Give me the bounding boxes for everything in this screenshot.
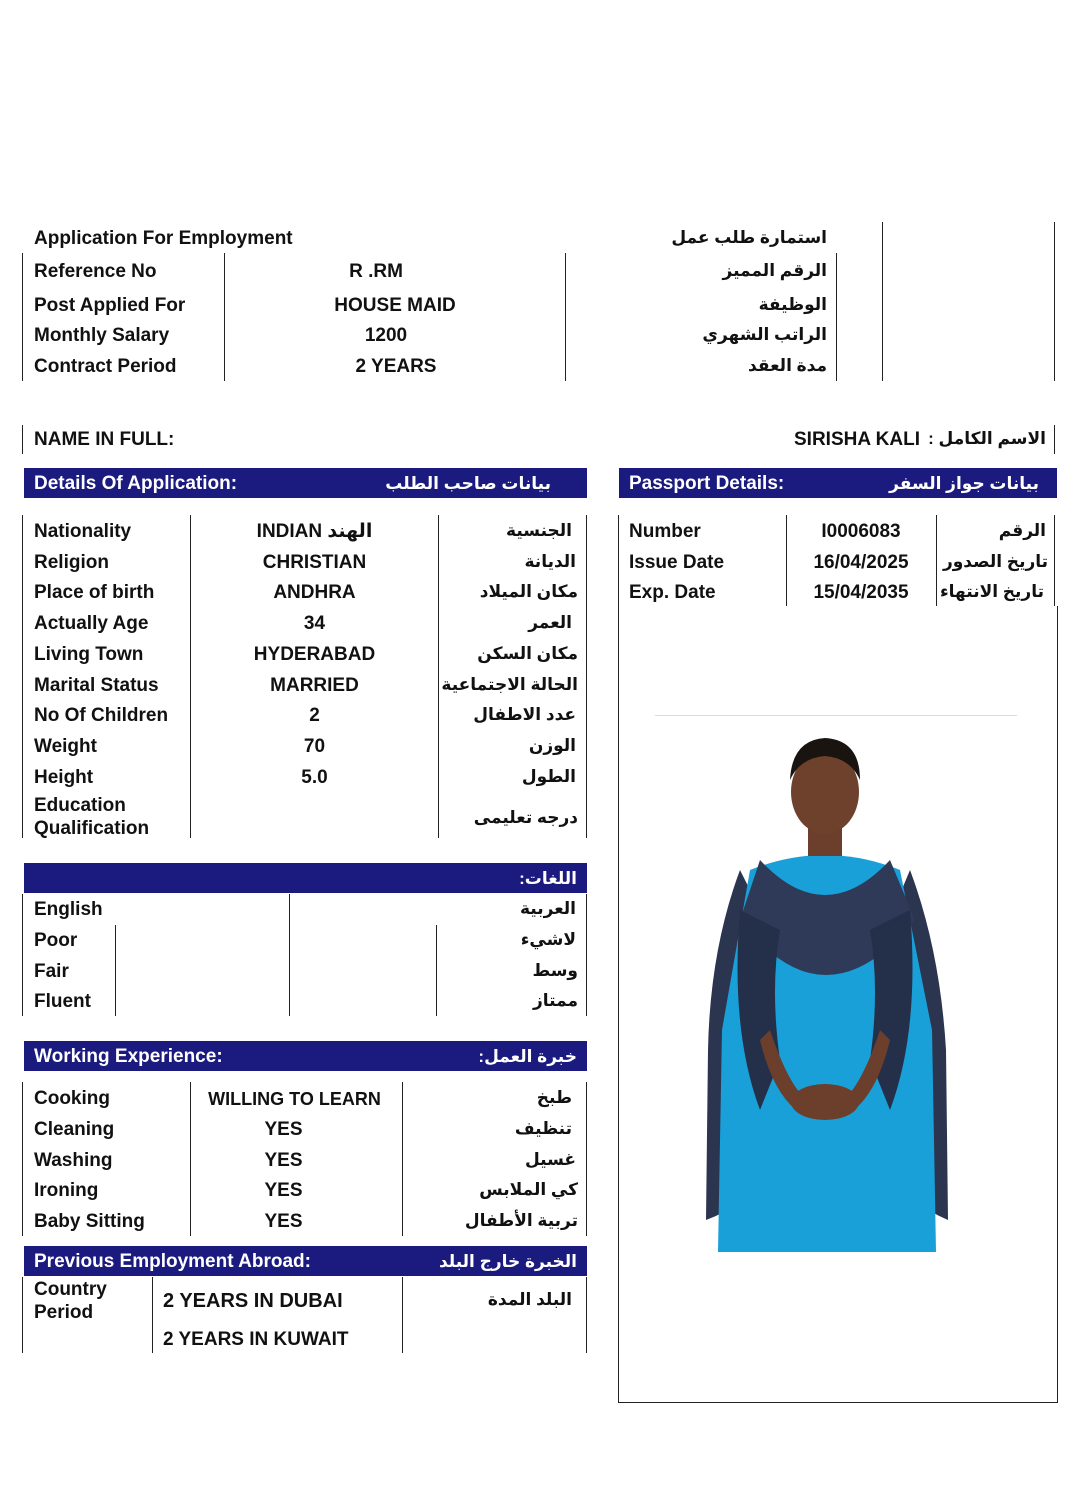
previous-title-ar: الخبرة خارج البلد xyxy=(438,1252,577,1271)
town-value: HYDERABAD xyxy=(253,644,376,665)
divider xyxy=(1054,515,1055,606)
experience-title: Working Experience: xyxy=(34,1046,223,1067)
babysitting-value: YES xyxy=(264,1211,303,1232)
height-label-ar: الطول xyxy=(521,767,576,786)
washing-label-ar: غسيل xyxy=(524,1150,576,1169)
cleaning-value: YES xyxy=(264,1119,303,1140)
divider xyxy=(22,425,23,454)
experience-header-bar xyxy=(24,1041,587,1071)
divider xyxy=(565,253,566,381)
languages-title-ar: اللغات: xyxy=(519,869,577,888)
divider xyxy=(115,925,116,1016)
divider xyxy=(402,1082,403,1236)
divider xyxy=(655,715,1017,716)
passport-number-label: Number xyxy=(629,521,701,542)
cleaning-label-ar: تنظيف xyxy=(514,1119,572,1138)
height-label: Height xyxy=(34,767,94,788)
level-fair-label: Fair xyxy=(34,961,69,982)
exp-date-label: Exp. Date xyxy=(629,582,716,603)
country-period-label-ar: البلد المدة xyxy=(487,1290,572,1309)
ironing-value: YES xyxy=(264,1180,303,1201)
ironing-label-ar: كي الملابس xyxy=(479,1180,578,1199)
passport-header-bar xyxy=(619,468,1057,498)
marital-label-ar: الحالة الاجتماعية xyxy=(441,675,578,694)
nationality-label: Nationality xyxy=(34,521,132,542)
town-label-ar: مكان السكن xyxy=(477,644,578,663)
marital-value: MARRIED xyxy=(270,675,359,696)
country-label: Country xyxy=(34,1279,107,1300)
birthplace-value: ANDHRA xyxy=(273,582,356,603)
divider xyxy=(402,1277,403,1353)
education-label-ar: درجه تعليمى xyxy=(473,808,578,827)
religion-value: CHRISTIAN xyxy=(262,552,367,573)
exp-date-label-ar: تاريخ الانتهاء xyxy=(939,582,1044,601)
salary-value: 1200 xyxy=(364,325,408,346)
divider xyxy=(1054,222,1055,381)
level-fair-label-ar: وسط xyxy=(532,961,578,980)
previous-title: Previous Employment Abroad: xyxy=(34,1251,311,1272)
divider xyxy=(22,894,23,1016)
issue-date-label-ar: تاريخ الصدور xyxy=(942,552,1048,571)
name-label: NAME IN FULL: xyxy=(34,429,175,450)
divider xyxy=(586,1082,587,1236)
previous-value-2: 2 YEARS IN KUWAIT xyxy=(163,1329,349,1350)
experience-title-ar: خبرة العمل: xyxy=(478,1047,577,1066)
salary-label-ar: الراتب الشهري xyxy=(702,325,827,344)
babysitting-label: Baby Sitting xyxy=(34,1211,145,1232)
divider xyxy=(22,515,23,838)
name-label-ar: الاسم الكامل : xyxy=(928,429,1046,448)
divider xyxy=(22,253,23,381)
height-value: 5.0 xyxy=(301,767,328,788)
cooking-label-ar: طبخ xyxy=(536,1088,572,1107)
age-label: Actually Age xyxy=(34,613,149,634)
exp-date-value: 15/04/2035 xyxy=(813,582,909,603)
previous-header-bar xyxy=(24,1246,587,1276)
divider xyxy=(22,1082,23,1236)
babysitting-label-ar: تربية الأطفال xyxy=(464,1211,578,1230)
divider xyxy=(936,515,937,606)
washing-value: YES xyxy=(264,1150,303,1171)
reference-value: R .RM xyxy=(349,261,403,282)
weight-label: Weight xyxy=(34,736,97,757)
english-label: English xyxy=(34,899,103,920)
level-poor-label: Poor xyxy=(34,930,78,951)
details-header-bar xyxy=(24,468,587,498)
title-ar: استمارة طلب عمل xyxy=(671,228,827,247)
divider xyxy=(1054,425,1055,454)
divider xyxy=(882,222,883,381)
divider xyxy=(224,253,225,381)
education-label-2: Qualification xyxy=(34,818,150,839)
contract-label-ar: مدة العقد xyxy=(748,356,827,375)
details-title-ar: بيانات صاحب الطلب xyxy=(385,474,551,493)
divider xyxy=(836,253,837,381)
passport-number-value: I0006083 xyxy=(821,521,901,542)
divider xyxy=(436,925,437,1016)
cooking-label: Cooking xyxy=(34,1088,110,1109)
passport-title-ar: بيانات جواز السفر xyxy=(889,474,1039,493)
birthplace-label: Place of birth xyxy=(34,582,155,603)
issue-date-label: Issue Date xyxy=(629,552,725,573)
marital-label: Marital Status xyxy=(34,675,159,696)
post-label-ar: الوظيفة xyxy=(758,295,827,314)
nationality-value: INDIAN الهند xyxy=(256,521,373,542)
reference-label-ar: الرقم المميز xyxy=(722,261,827,280)
divider xyxy=(22,1277,23,1353)
post-label: Post Applied For xyxy=(34,295,186,316)
cooking-value: WILLING TO LEARN xyxy=(208,1089,381,1109)
age-value: 34 xyxy=(303,613,326,634)
divider xyxy=(586,515,587,838)
weight-value: 70 xyxy=(303,736,326,757)
divider xyxy=(618,515,619,606)
level-fluent-label-ar: ممتاز xyxy=(532,991,578,1010)
arabic-label-ar: العربية xyxy=(519,899,576,918)
divider xyxy=(152,1277,153,1353)
divider xyxy=(289,894,290,1016)
applicant-photo xyxy=(700,730,950,1252)
period-label: Period xyxy=(34,1302,94,1323)
previous-value-1: 2 YEARS IN DUBAI xyxy=(163,1290,343,1312)
cleaning-label: Cleaning xyxy=(34,1119,115,1140)
languages-header-bar xyxy=(24,863,587,893)
divider xyxy=(586,894,587,1016)
reference-label: Reference No xyxy=(34,261,157,282)
name-value: SIRISHA KALI xyxy=(794,429,920,450)
washing-label: Washing xyxy=(34,1150,113,1171)
children-label-ar: عدد الاطفال xyxy=(473,705,576,724)
weight-label-ar: الوزن xyxy=(528,736,576,755)
passport-title: Passport Details: xyxy=(629,473,785,494)
birthplace-label-ar: مكان الميلاد xyxy=(479,582,578,601)
details-title: Details Of Application: xyxy=(34,473,238,494)
children-label: No Of Children xyxy=(34,705,169,726)
divider xyxy=(586,1277,587,1353)
religion-label-ar: الديانة xyxy=(524,552,576,571)
children-value: 2 xyxy=(309,705,320,726)
passport-number-label-ar: الرقم xyxy=(998,521,1046,540)
issue-date-value: 16/04/2025 xyxy=(813,552,909,573)
contract-value: 2 YEARS xyxy=(355,356,437,377)
education-label: Education xyxy=(34,795,126,816)
salary-label: Monthly Salary xyxy=(34,325,170,346)
town-label: Living Town xyxy=(34,644,144,665)
level-poor-label-ar: لاشيء xyxy=(520,930,576,949)
divider xyxy=(438,515,439,838)
age-label-ar: العمر xyxy=(528,613,572,632)
nationality-label-ar: الجنسية xyxy=(506,521,572,540)
title-en: Application For Employment xyxy=(34,228,293,249)
contract-label: Contract Period xyxy=(34,356,177,377)
religion-label: Religion xyxy=(34,552,109,573)
ironing-label: Ironing xyxy=(34,1180,99,1201)
post-value: HOUSE MAID xyxy=(334,295,456,316)
level-fluent-label: Fluent xyxy=(34,991,91,1012)
